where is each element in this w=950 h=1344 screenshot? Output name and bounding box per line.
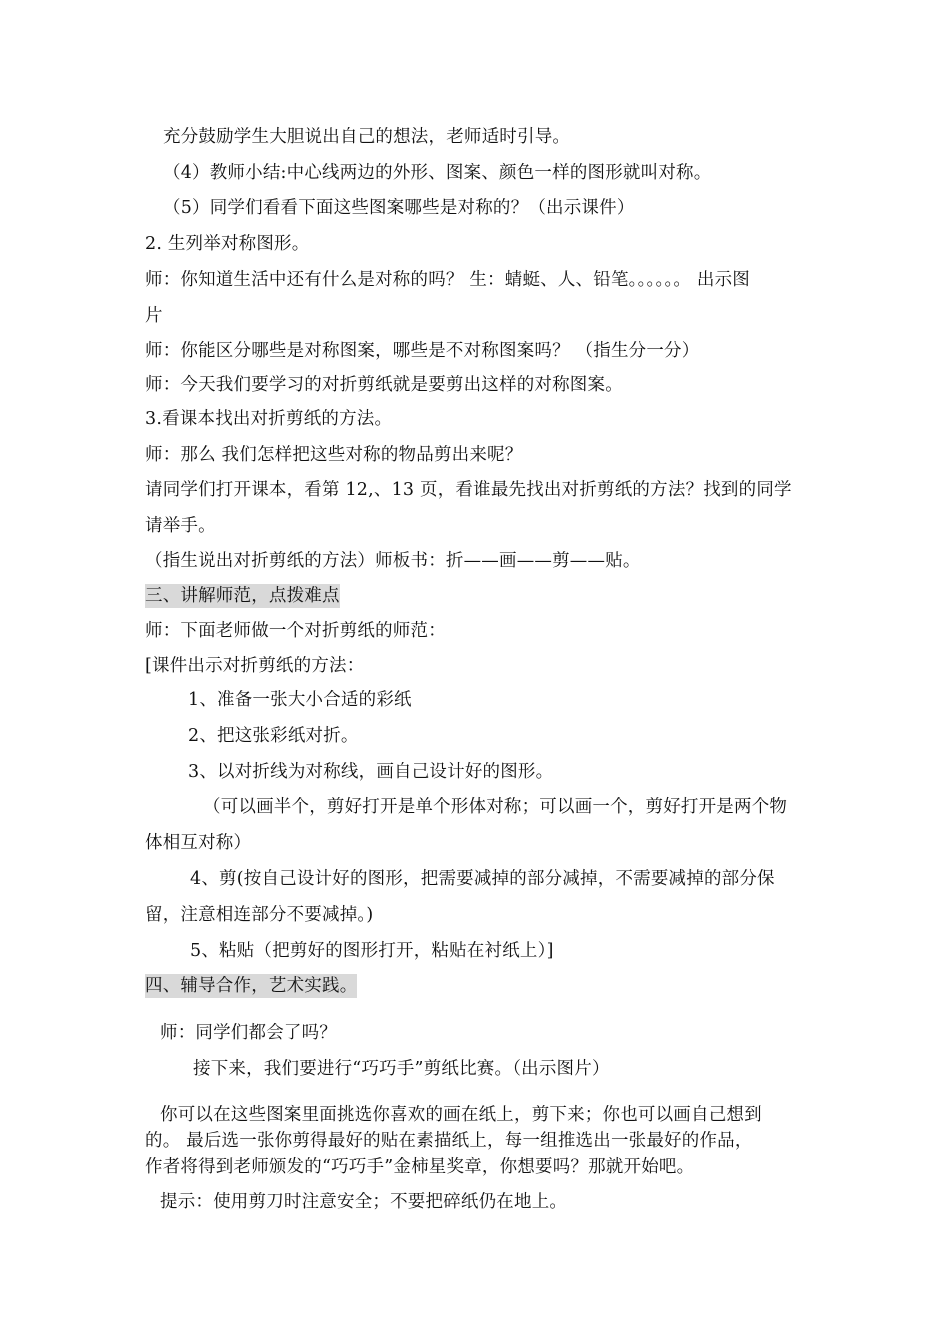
paragraph-line: 师：今天我们要学习的对折剪纸就是要剪出这样的对称图案。 bbox=[145, 375, 623, 395]
paragraph-line: 3.看课本找出对折剪纸的方法。 bbox=[145, 409, 393, 429]
paragraph-line: 你可以在这些图案里面挑选你喜欢的画在纸上，剪下来；你也可以画自己想到 bbox=[160, 1105, 762, 1125]
list-item: 2、把这张彩纸对折。 bbox=[188, 726, 359, 746]
paragraph-line: 请同学们打开课本，看第 12,、13 页，看谁最先找出对折剪纸的方法？找到的同学 bbox=[145, 480, 792, 500]
paragraph-line: 充分鼓励学生大胆说出自己的想法，老师适时引导。 bbox=[163, 127, 571, 147]
paragraph-line: 的。 最后选一张你剪得最好的贴在素描纸上，每一组推选出一张最好的作品， bbox=[145, 1131, 753, 1151]
paragraph-line: [课件出示对折剪纸的方法： bbox=[145, 656, 365, 676]
paragraph-line: 师：同学们都会了吗？ bbox=[160, 1023, 337, 1043]
paragraph-line: 留，注意相连部分不要减掉。) bbox=[145, 905, 374, 925]
paragraph-line: 作者将得到老师颁发的“巧巧手”金柿星奖章，你想要吗？那就开始吧。 bbox=[145, 1157, 695, 1177]
paragraph-line: （5）同学们看看下面这些图案哪些是对称的？（出示课件） bbox=[163, 198, 635, 218]
list-item: 3、以对折线为对称线，画自己设计好的图形。 bbox=[188, 762, 554, 782]
paragraph-line: （4）教师小结:中心线两边的外形、图案、颜色一样的图形就叫对称。 bbox=[163, 163, 712, 183]
list-item: 4、剪(按自己设计好的图形，把需要减掉的部分减掉，不需要减掉的部分保 bbox=[190, 869, 775, 889]
list-item: 5、粘贴（把剪好的图形打开，粘贴在衬纸上）] bbox=[190, 941, 554, 961]
section-heading: 四、辅导合作，艺术实践。 bbox=[145, 976, 358, 996]
paragraph-line: 请举手。 bbox=[145, 516, 216, 536]
paragraph-line: 师：你能区分哪些是对称图案，哪些是不对称图案吗？ （指生分一分） bbox=[145, 341, 700, 361]
paragraph-line: 师：下面老师做一个对折剪纸的师范： bbox=[145, 621, 446, 641]
section-heading: 三、讲解师范，点拨难点 bbox=[145, 586, 340, 606]
paragraph-line: 2. 生列举对称图形。 bbox=[145, 234, 310, 254]
paragraph-line: 接下来，我们要进行“巧巧手”剪纸比赛。（出示图片） bbox=[193, 1059, 610, 1079]
paragraph-line: 体相互对称） bbox=[145, 833, 252, 853]
paragraph-line: 片 bbox=[145, 306, 163, 326]
paragraph-line: 师：你知道生活中还有什么是对称的吗？ 生：蜻蜓、人、铅笔。。。。。。 出示图 bbox=[145, 270, 750, 290]
paragraph-line: 师：那么 我们怎样把这些对称的物品剪出来呢？ bbox=[145, 445, 523, 465]
paragraph-line: （可以画半个，剪好打开是单个形体对称；可以画一个，剪好打开是两个物 bbox=[203, 797, 788, 817]
list-item: 1、准备一张大小合适的彩纸 bbox=[188, 690, 412, 710]
paragraph-line: 提示：使用剪刀时注意安全；不要把碎纸仍在地上。 bbox=[160, 1192, 568, 1212]
paragraph-line: （指生说出对折剪纸的方法）师板书：折——画——剪——贴。 bbox=[145, 551, 641, 571]
